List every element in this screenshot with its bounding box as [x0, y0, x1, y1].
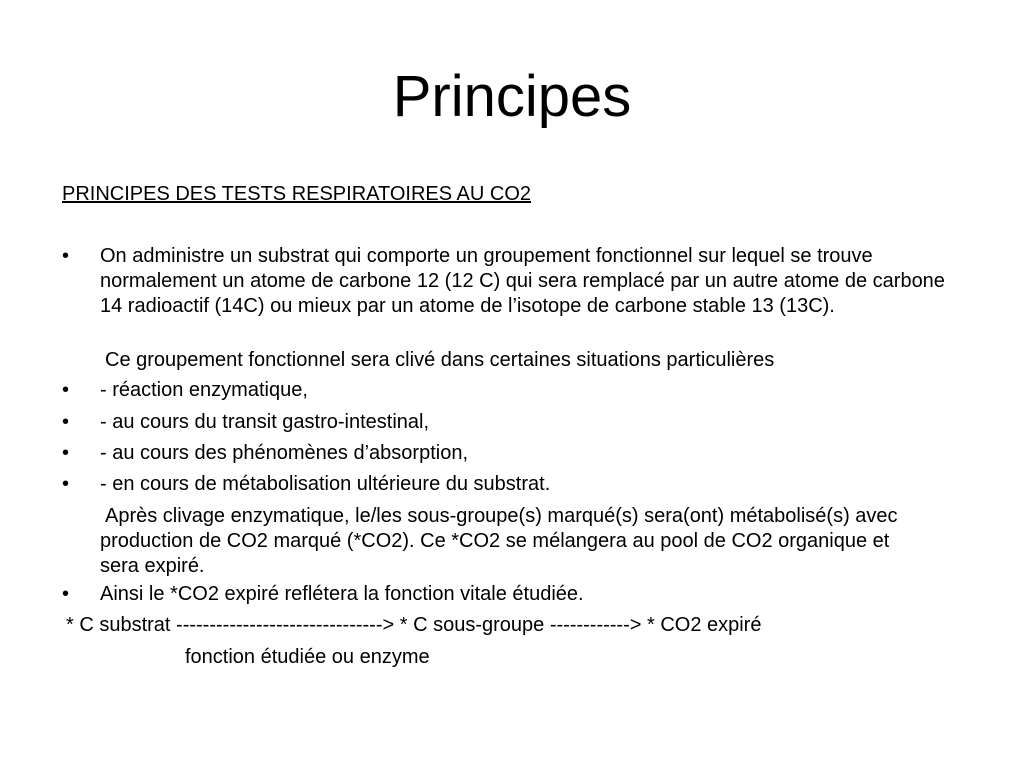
situation-item: - au cours des phénomènes d’absorption, — [100, 442, 469, 464]
section-heading: PRINCIPES DES TESTS RESPIRATOIRES AU CO2 — [62, 183, 532, 205]
bullet-marker: • — [62, 583, 70, 605]
bullet-marker: • — [62, 411, 70, 433]
bullet-marker: • — [62, 245, 70, 267]
slide-title: Principes — [392, 64, 632, 129]
situation-item: - réaction enzymatique, — [100, 379, 308, 401]
bullet-marker: • — [62, 473, 70, 495]
formula-caption: fonction étudiée ou enzyme — [185, 646, 430, 668]
conclusion-item: Ainsi le *CO2 expiré reflétera la fonction vitale étudiée. — [100, 583, 584, 605]
intro-paragraph: On administre un substrat qui comporte un groupement fonctionnel sur lequel se trouve normalement un atome de carbone 12 (12 C) qui sera remplacé par un autre atome de carbone 14 radioactif (14C) ou mieux par un atome de l’isotope de carbone stable 13 (13C). — [100, 245, 945, 317]
situation-item: - au cours du transit gastro-intestinal, — [100, 411, 430, 433]
reaction-formula: * C substrat -------------------------------> * C sous-groupe ------------> * CO2 expiré — [66, 614, 762, 636]
bullet-marker: • — [62, 442, 70, 464]
bullet-marker: • — [62, 379, 70, 401]
after-cleavage-paragraph: Après clivage enzymatique, le/les sous-groupe(s) marqué(s) sera(ont) métabolisé(s) avec production de CO2 marqué (*CO2). Ce *CO2 se mélangera au pool de CO2 organique et sera expiré. — [100, 505, 898, 577]
situation-item: - en cours de métabolisation ultérieure du substrat. — [100, 473, 551, 495]
cleavage-line: Ce groupement fonctionnel sera clivé dans certaines situations particulières — [105, 349, 775, 371]
